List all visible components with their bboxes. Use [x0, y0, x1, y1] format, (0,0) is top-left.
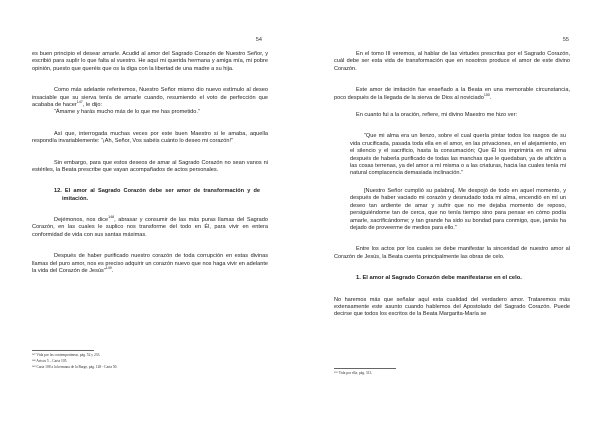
quote-paragraph: [Nuestro Señor cumplió su palabra]. Me despojó de todo en aquel momento, y después de haber vaciado mi corazón y desnudado toda mi alma, encendió en mí un deseo tan ardiente de amar y sufrir que no me dejaba momento de reposo, persiguiéndome tan de cerca, que no tenía tiempo sino para pensar en cómo podía amarle, sacrificándome; y tan grande ha sido su bondad para conmigo, que, jamás ha dejado de proveerme de medios para ello.”: [350, 187, 566, 231]
footnote: ¹⁴⁷ Vida por las contemporáneas, pág. 52 y 233.: [32, 353, 101, 357]
footnote: ¹⁴⁸ Avisos 5 – Carta 105.: [32, 359, 68, 363]
footnote-divider: [334, 368, 396, 369]
paragraph: Entre los actos por los cuales se debe manifestar la sinceridad de nuestro amor al Corazón de Jesús, la Beata cuenta principalmente las obras de celo.: [334, 246, 570, 260]
paragraph: Así que, interrogada muchas veces por este buen Maestro si le amaba, aquella respondía invariablemente: “¡Ah, Señor, Vos sabéis cuánto lo deseo mi corazón!”: [32, 130, 268, 145]
paragraph: Sin embargo, para que estos deseos de amar al Sagrado Corazón no sean vanos ni estériles, la Beata prescribe que vayan acompañados de actos personales.: [32, 159, 268, 174]
section-heading: 12. El amor al Sagrado Corazón debe ser amor de transformación y de imitación.: [54, 188, 260, 202]
footnote-ref[interactable]: 148: [108, 215, 115, 220]
page-number-left: 54: [255, 37, 262, 43]
footnote: ¹⁴⁹ Carta 108 a la hermana de la Barge, pág. 128 - Carta 50.: [32, 365, 118, 369]
footnote: ¹⁵⁰ Vida por ella, pág. 313.: [334, 371, 373, 375]
paragraph: En cuanto fui a la oración, refiere, mi divino Maestro me hizo ver:: [356, 112, 518, 119]
footnote-ref[interactable]: 149: [105, 266, 112, 271]
paragraph: Este amor de imitación fue enseñado a la Beata en una memorable circunstancia, poco después de la llegada de la sierva de Dios al noviciado$^{150}$.: [334, 87, 570, 101]
paragraph: Dejémonos, nos dice$^{148}$, abrasar y consumir de las más puras llamas del Sagrado Corazón, en las cuales le suplico nos transforme del todo en Él, para vivir en entera conformidad de vida con sus santas máximas.: [32, 215, 268, 238]
quote-paragraph: “Que mi alma era un lienzo, sobre el cual quería pintar todos los rasgos de su vida crucificada, pasada toda ella en el amor, en las privaciones, en el alejamiento, en el silencio y el sacrificio, hasta la consumación; Que Él los imprimiría en mi alma después de haberla purificado de todas las manchas que le quedaban, ya de afición a las cosas terrenas, ya del amor a mí misma o a las criaturas, hacia las cuales tenía mi natural complacencia demasiada inclinación.”: [350, 133, 566, 177]
paragraph: Después de haber purificado nuestro corazón de toda corrupción en estas divinas llamas del puro amor, nos es preciso adquirir un corazón nuevo que nos haga vivir en adelante la vida del Corazón de Jesús”$^{149}$.: [32, 253, 268, 274]
paragraph: En el tomo III veremos, al hablar de las virtudes prescritas por el Sagrado Corazón, cuál debe ser esta vida de transformación que en nosotros produce el amor de este divino Corazón.: [334, 51, 570, 72]
left-page-body: [32, 51, 268, 275]
right-page-body: [334, 51, 570, 319]
section-heading: 1. El amor al Sagrado Corazón debe manifestarse en el celo.: [356, 275, 522, 282]
quote-line: “Ámame y harás mucho más de lo que me has prometido.”: [54, 109, 200, 116]
footnote-ref[interactable]: 147: [76, 100, 83, 105]
footnote-divider: [32, 350, 94, 351]
paragraph: No haremos más que señalar aquí esta cualidad del verdadero amor. Trataremos más extensamente este asunto cuando hablemos del Apostolado del Sagrado Corazón. Puede decirse que todos los escritos de la Beata Margarita-María se: [334, 296, 570, 318]
right-page: [300, 0, 600, 424]
paragraph: es buen principio el desear amarle. Acudid al amor del Sagrado Corazón de Nuestro Señor, y escribió para suplir lo que falta al vuestro. He aquí mi querida hermana y amiga mía, mi pobre opinión, puesto que queréis que os la diga con la libertad de una madre a su hija.: [32, 51, 268, 72]
page-number-right: 55: [562, 37, 569, 43]
paragraph: Como más adelante referiremos, Nuestro Señor mismo dio nuevo estímulo al deseo insaciable que su sierva tenía de amarle cuando, resumiendo el voto de perfección que acababa de hacer$^{147}$, le dijo:: [32, 87, 268, 109]
footnote-ref[interactable]: 150: [483, 92, 490, 97]
